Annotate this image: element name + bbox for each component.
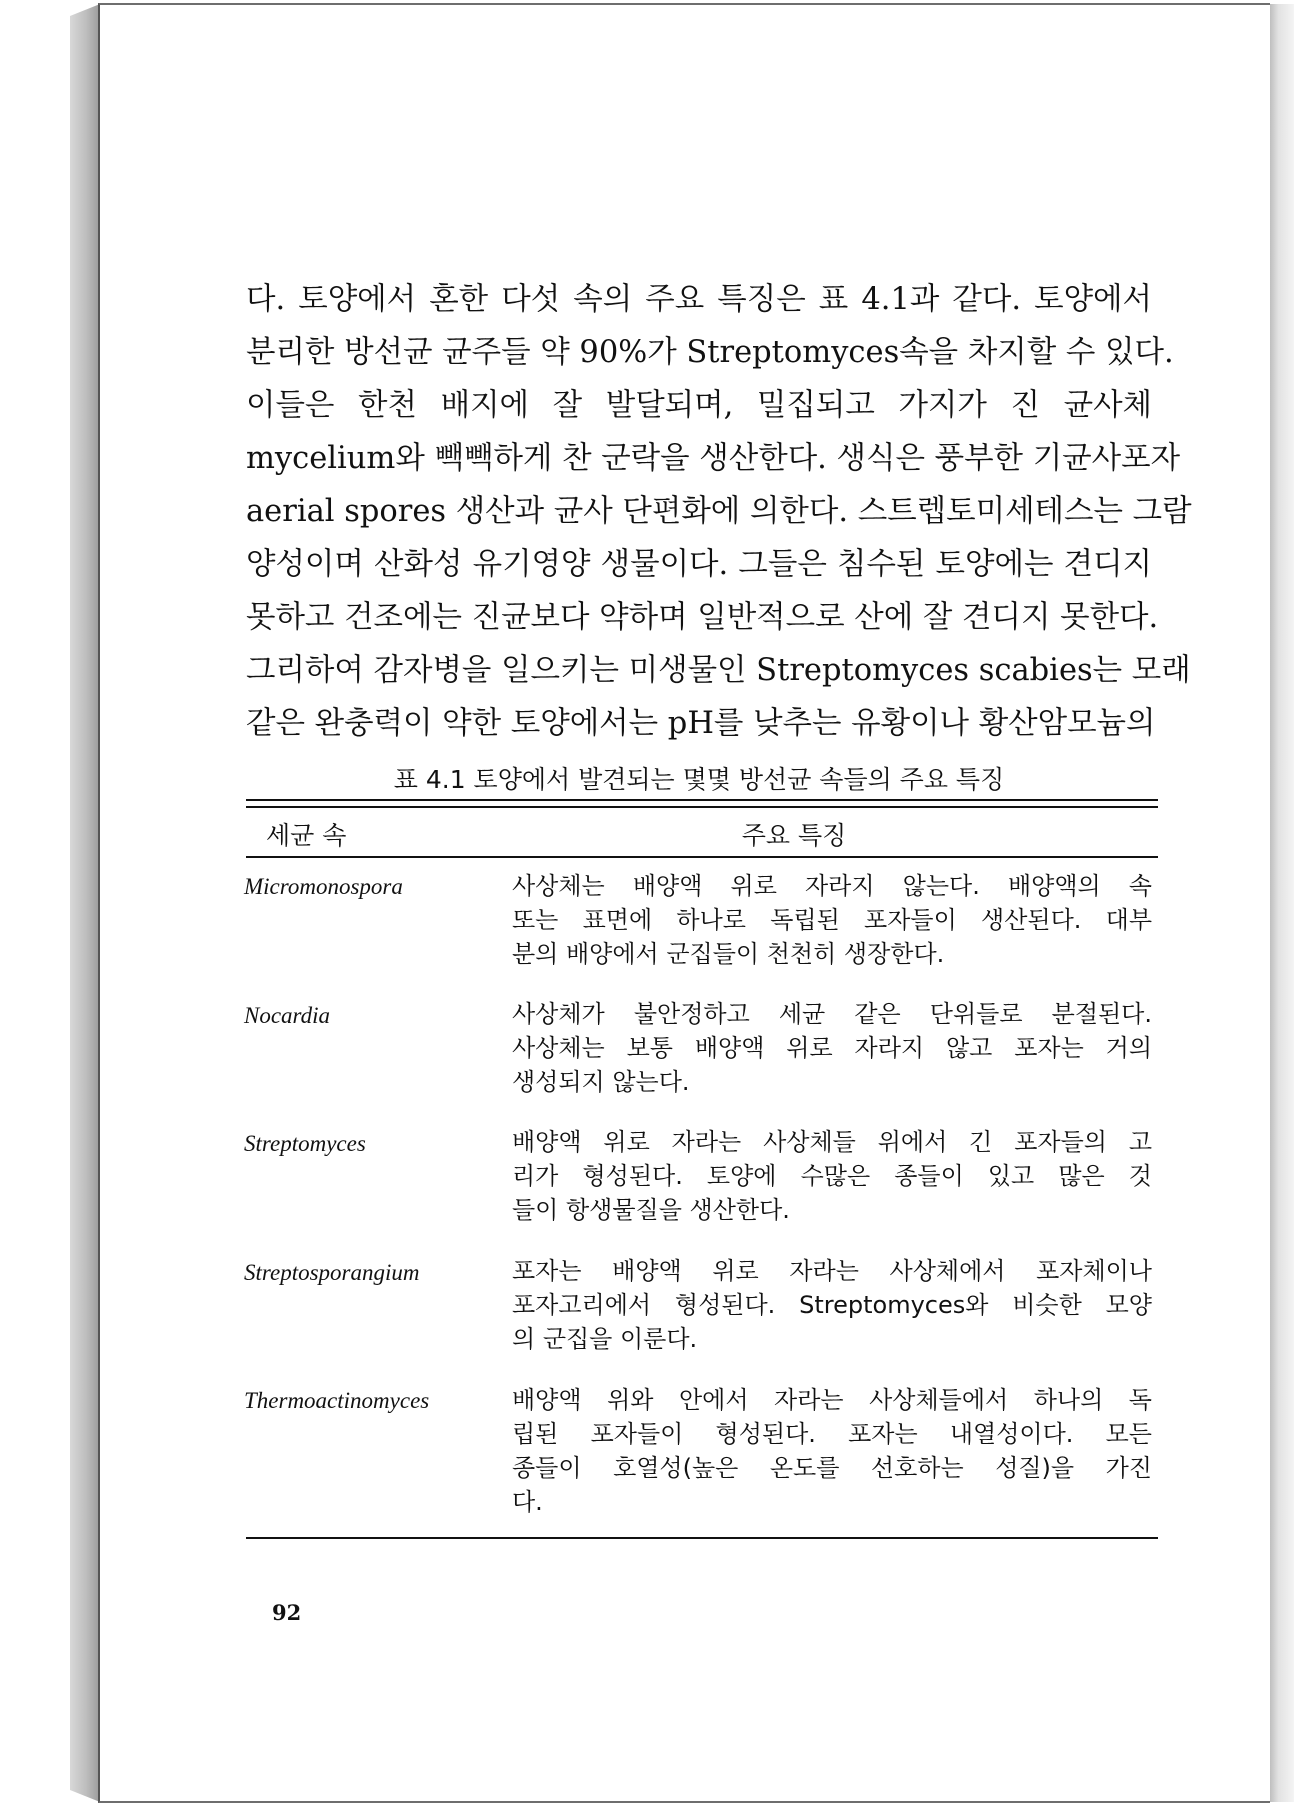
feature-line: 립된 포자들이 형성된다. 포자는 내열성이다. 모든 bbox=[512, 1420, 1152, 1448]
feature-line: 사상체는 보통 배양액 위로 자라지 않고 포자는 거의 bbox=[512, 1034, 1152, 1062]
table-header-rule bbox=[246, 856, 1158, 858]
body-line: mycelium와 빽빽하게 찬 군락을 생산한다. 생식은 풍부한 기균사포자 bbox=[246, 441, 1181, 476]
feature-line: 다. bbox=[512, 1488, 543, 1516]
page-number: 92 bbox=[272, 1600, 302, 1625]
body-line: 이들은 한천 배지에 잘 발달되며, 밀집되고 가지가 진 균사체 bbox=[246, 388, 1152, 423]
book-page bbox=[98, 3, 1270, 1803]
genus-name: Streptomyces bbox=[244, 1131, 366, 1156]
book-spine bbox=[70, 4, 100, 1802]
feature-line: 리가 형성된다. 토양에 수많은 종들이 있고 많은 것 bbox=[512, 1162, 1152, 1190]
table-bottom-rule bbox=[246, 1537, 1158, 1539]
genus-name: Micromonospora bbox=[244, 874, 403, 899]
table-caption: 표 4.1 토양에서 발견되는 몇몇 방선균 속들의 주요 특징 bbox=[393, 765, 1005, 794]
genus-name: Nocardia bbox=[244, 1003, 331, 1028]
feature-line: 종들이 호열성(높은 온도를 선호하는 성질)을 가진 bbox=[512, 1454, 1152, 1482]
feature-line: 사상체가 불안정하고 세균 같은 단위들로 분절된다. bbox=[512, 1000, 1152, 1028]
feature-line: 사상체는 배양액 위로 자라지 않는다. 배양액의 속 bbox=[512, 872, 1152, 900]
body-line: 같은 완충력이 약한 토양에서는 pH를 낮추는 유황이나 황산암모늄의 bbox=[246, 706, 1156, 741]
body-line: 그리하여 감자병을 일으키는 미생물인 Streptomyces scabies는 모래 bbox=[246, 653, 1191, 688]
body-line: 못하고 건조에는 진균보다 약하며 일반적으로 산에 잘 견디지 못한다. bbox=[246, 600, 1159, 635]
body-line: 양성이며 산화성 유기영양 생물이다. 그들은 침수된 토양에는 견디지 bbox=[246, 547, 1152, 582]
genus-name: Streptosporangium bbox=[244, 1260, 420, 1285]
table-header-genus: 세균 속 bbox=[266, 821, 347, 850]
feature-line: 분의 배양에서 군집들이 천천히 생장한다. bbox=[512, 940, 945, 968]
feature-line: 의 군집을 이룬다. bbox=[512, 1325, 698, 1353]
genus-name: Thermoactinomyces bbox=[244, 1388, 430, 1413]
body-line: 분리한 방선균 균주들 약 90%가 Streptomyces속을 차지할 수 있다. bbox=[246, 335, 1174, 370]
body-line: aerial spores 생산과 균사 단편화에 의한다. 스트렙토미세테스는 그람 bbox=[246, 494, 1192, 529]
feature-line: 배양액 위와 안에서 자라는 사상체들에서 하나의 독 bbox=[512, 1386, 1152, 1414]
feature-line: 배양액 위로 자라는 사상체들 위에서 긴 포자들의 고 bbox=[512, 1128, 1152, 1156]
table-top-rule-inner bbox=[246, 806, 1158, 808]
table-header-features: 주요 특징 bbox=[741, 821, 847, 850]
feature-line: 생성되지 않는다. bbox=[512, 1068, 690, 1096]
body-line: 다. 토양에서 혼한 다섯 속의 주요 특징은 표 4.1과 같다. 토양에서 bbox=[246, 282, 1152, 317]
feature-line: 들이 항생물질을 생산한다. bbox=[512, 1196, 790, 1224]
feature-line: 포자고리에서 형성된다. Streptomyces와 비슷한 모양 bbox=[512, 1291, 1152, 1319]
book-page-edges bbox=[1268, 4, 1294, 1802]
feature-line: 포자는 배양액 위로 자라는 사상체에서 포자체이나 bbox=[512, 1257, 1152, 1285]
feature-line: 또는 표면에 하나로 독립된 포자들이 생산된다. 대부 bbox=[512, 906, 1152, 934]
table-top-rule bbox=[246, 799, 1158, 801]
